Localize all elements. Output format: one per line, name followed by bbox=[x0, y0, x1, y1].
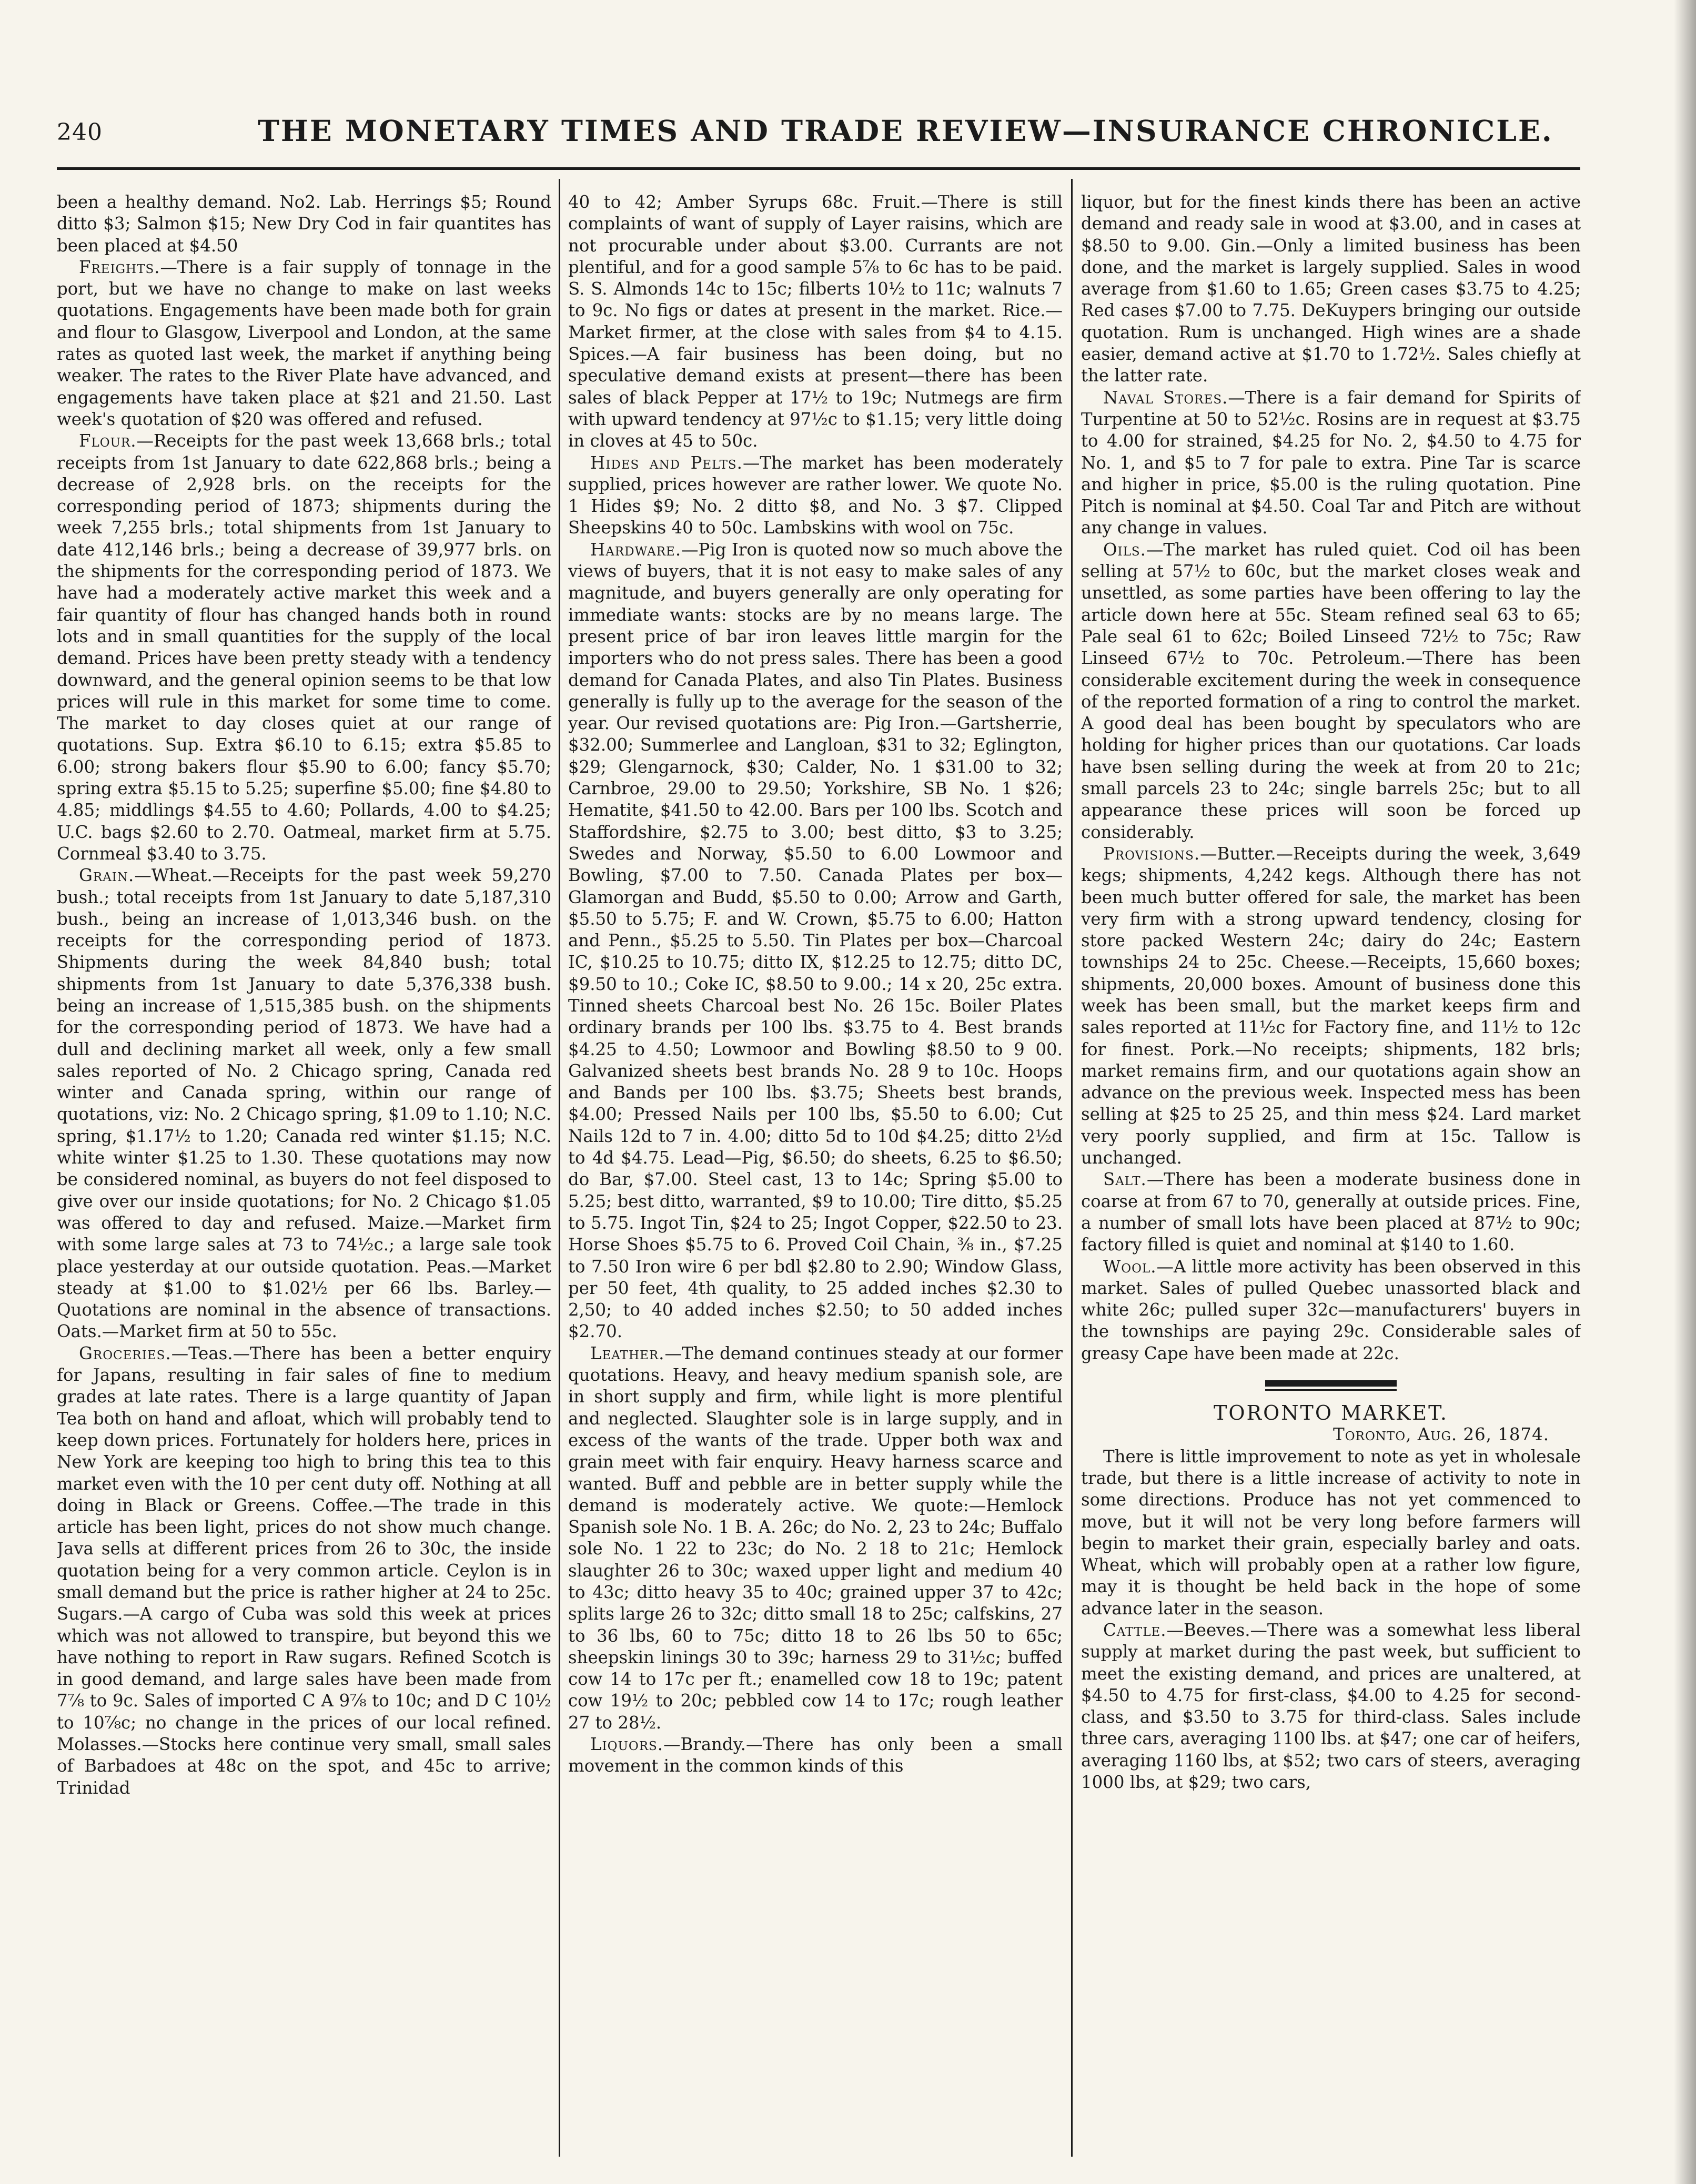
article-paragraph-hides bbox=[568, 452, 1063, 539]
article-paragraph-toronto: There is little improvement to note as yet in wholesale trade, but there is a little increase of activity to note in some directions. Produce has not yet commenced to move, but it will not be very long before farmers will begin to market their grain, especially barley and oats. Wheat, which will probably open at a rather low figure, may it is thought be held back in the hope of some advance later in the season. bbox=[1081, 1446, 1581, 1619]
paragraph-text: —There is a fair demand for Spirits of Turpentine at 50 to 52½c. Rosins are in request at $3.75 to 4.00 for strained, $4.25 for No. 2, $4.50 to 4.75 for No. 1, and $5 to 7 for pale to extra. Pine Tar is scarce and higher in price, $5.00 is the ruling quotation. Pine Pitch is nominal at $4.50. Coal Tar and Pitch are without any change in values. bbox=[1081, 387, 1581, 538]
page-binding-edge bbox=[1674, 0, 1696, 2184]
article-paragraph-leather bbox=[568, 1343, 1063, 1734]
separator-thick-rule bbox=[1265, 1380, 1397, 1387]
section-title-toronto-market: TORONTO MARKET. bbox=[1213, 1401, 1449, 1425]
section-head: Hides and Pelts. bbox=[590, 452, 743, 473]
article-paragraph-flour bbox=[57, 430, 551, 865]
column-divider-1 bbox=[559, 179, 560, 2157]
section-head: Provisions. bbox=[1103, 843, 1200, 864]
article-paragraph: been a healthy demand. No2. Lab. Herrings $5; Round ditto $3; Salmon $15; New Dry Cod in fair quantites has been placed at $4.50 bbox=[57, 192, 551, 256]
article-paragraph: 40 to 42; Amber Syrups 68c. Fruit.—There is still complaints of want of supply of Layer raisins, which are not procurable under about $3.00. Currants are not plentiful, and for a good sample 5⅞ to 6c has to be paid. S. S. Almonds 14c to 15c; filberts 10½ to 11c; walnuts 7 to 9c. No figs or dates at present in the market. Rice.—Market firmer, at the close with sales from $4 to 4.15. Spices.—A fair business has been doing, but no speculative demand exists at present—there has been sales of black Pepper at 17½ to 19c; Nutmegs are firm with upward tendency at 97½c to $1.15; very little doing in cloves at 45 to 50c. bbox=[568, 192, 1063, 451]
article-paragraph-naval-stores bbox=[1081, 387, 1581, 539]
column-1 bbox=[57, 191, 551, 2153]
header-rule bbox=[57, 167, 1580, 170]
paragraph-text: —The market has been moderately supplied, prices however are rather lower. We quote No. 1 Hides $9; No. 2 ditto $8, and No. 3 $7. Clipped Sheepskins 40 to 50c. Lambskins with wool on 75c. bbox=[568, 452, 1063, 538]
article-paragraph-hardware bbox=[568, 539, 1063, 1343]
column-3 bbox=[1081, 191, 1581, 2153]
section-head: Hardware. bbox=[590, 539, 682, 560]
section-head: Grain. bbox=[79, 865, 135, 886]
article-paragraph-salt bbox=[1081, 1169, 1581, 1256]
section-head: Cattle. bbox=[1103, 1620, 1167, 1640]
column-2 bbox=[568, 191, 1063, 2153]
paragraph-text: —Beeves.—There was a somewhat less liberal supply at market during the past week, but sufficient to meet the existing demand, and prices are unaltered, at $4.50 to 4.75 for first-class, $4.00 to 4.25 for second-class, and $3.50 to 3.75 for third-class. Sales include three cars, averaging 1100 lbs. at $47; one car of heifers, averaging 1160 lbs, at $52; two cars of steers, averaging 1000 lbs, at $29; two cars, bbox=[1081, 1620, 1581, 1793]
section-head: Naval Stores. bbox=[1103, 387, 1228, 408]
section-head: Oils. bbox=[1103, 539, 1146, 560]
article-paragraph-oils bbox=[1081, 539, 1581, 843]
article-paragraph-provisions bbox=[1081, 843, 1581, 1169]
article-paragraph: liquor, but for the finest kinds there has been an active demand and ready sale in wood at $3.00, and in cases at $8.50 to 9.00. Gin.—Only a limited business has been done, and the market is largely supplied. Sales in wood average from $1.60 to 1.65; Green cases $3.75 to 4.25; Red cases $7.00 to 7.75. DeKuypers bringing our outside quotation. Rum is unchanged. High wines are a shade easier, demand active at $1.70 to 1.72½. Sales chiefly at the latter rate. bbox=[1081, 192, 1581, 386]
article-paragraph-grain bbox=[57, 865, 551, 1343]
section-head: Freights. bbox=[79, 257, 160, 277]
section-head: Salt. bbox=[1103, 1169, 1147, 1190]
article-paragraph-liquors bbox=[568, 1734, 1063, 1777]
dateline: Toronto, Aug. 26, 1874. bbox=[1333, 1424, 1549, 1445]
section-head: Leather. bbox=[590, 1343, 665, 1363]
paragraph-text: —Teas.—There has been a better enquiry for Japans, resulting in fair sales of fine to medium grades at late rates. There is a large quantity of Japan Tea both on hand and afloat, which will probably tend to keep down prices. Fortunately for holders here, prices in New York are keeping too high to bring this tea to this market even with the 10 per cent duty off. Nothing at all doing in Black or Greens. Coffee.—The trade in this article has been light, prices do not show much change. Java sells at different prices from 26 to 30c, the inside quotation being for a very common article. Ceylon is in small demand but the price is rather higher at 24 to 25c. Sugars.—A cargo of Cuba was sold this week at prices which was not allowed to transpire, but beyond this we have nothing to report in Raw sugars. Refined Scotch is in good demand, and large sales have been made from 7⅞ to 9c. Sales of imported C A 9⅞ to 10c; and D C 10½ to 10⅞c; no change in the prices of our local refined. Molasses.—Stocks here continue very small, small sales of Barbadoes at 48c on the spot, and 45c to arrive; Trinidad bbox=[57, 1343, 551, 1798]
paragraph-text: —There is a fair supply of tonnage in the port, but we have no change to make on last weeks quotations. Engagements have been made both for grain and flour to Glasgow, Liverpool and London, at the same rates as quoted last week, the market if anything being weaker. The rates to the River Plate have advanced, and engagements have taken place at $21 and 21.50. Last week's quotation of $20 was offered and refused. bbox=[57, 257, 551, 429]
paragraph-text: —Butter.—Receipts during the week, 3,649 kegs; shipments, 4,242 kegs. Although there has not been much butter offered for sale, the market has been very firm with a strong upward tendency, closing for store packed Western 24c; dairy do 24c; Eastern townships 24 to 25c. Cheese.—Receipts, 15,660 boxes; shipments, 20,000 boxes. Amount of business done this week has been small, but the market keeps firm and sales reported at 11½c for Factory fine, and 11½ to 12c for finest. Pork.—No receipts; shipments, 182 brls; market remains firm, and our quotations again show an advance on the previous week. Inspected mess has been selling at $25 to 25 25, and thin mess $24. Lard market very poorly supplied, and firm at 15c. Tallow is unchanged. bbox=[1081, 843, 1581, 1168]
column-divider-2 bbox=[1071, 179, 1073, 2157]
section-head: Wool. bbox=[1103, 1256, 1157, 1277]
article-paragraph-wool bbox=[1081, 1256, 1581, 1364]
section-head: Flour. bbox=[79, 431, 137, 451]
section-head: Groceries. bbox=[79, 1343, 171, 1363]
paragraph-text: —Receipts for the past week 13,668 brls.; total receipts from 1st January to date 622,868 brls.; being a decrease of 2,928 brls. on the receipts for the corresponding period of 1873; shipments during the week 7,255 brls.; total shipments from 1st January to date 412,146 brls.; being a decrease of 39,977 brls. on the shipments for the corresponding period of 1873. We have had a moderately active market this week and a fair quantity of flour has changed hands both in round lots and in small quantities for the supply of the local demand. Prices have been pretty steady with a tendency downward, and the general opinion seems to be that low prices will rule in this market for some time to come. The market to day closes quiet at our range of quotations. Sup. Extra $6.10 to 6.15; extra $5.85 to 6.00; strong bakers flour $5.90 to 6.00; fancy $5.70; spring extra $5.15 to 5.25; superfine $5.00; fine $4.80 to 4.85; middlings $4.55 to 4.60; Pollards, 4.00 to $4.25; U.C. bags $2.60 to 2.70. Oatmeal, market firm at 5.75. Cornmeal $3.40 to 3.75. bbox=[57, 431, 551, 864]
paragraph-text: —Wheat.—Receipts for the past week 59,270 bush.; total receipts from 1st January to date 5,187,310 bush., being an increase of 1,013,346 bush. on the receipts for the corresponding period of 1873. Shipments during the week 84,840 bush; total shipments from 1st January to date 5,376,338 bush. being an increase of 1,515,385 bush. on the shipments for the corresponding period of 1873. We have had a dull and declining market all week, only a few small sales reported of No. 2 Chicago spring, Canada red winter and Canada spring, within our range of quotations, viz: No. 2 Chicago spring, $1.09 to 1.10; N.C. spring, $1.17½ to 1.20; Canada red winter $1.15; N.C. white winter $1.25 to 1.30. These quotations may now be considered nominal, as buyers do not feel disposed to give over our inside quotations; for No. 2 Chicago $1.05 was offered to day and refused. Maize.—Market firm with some large sales at 73 to 74½c.; a large sale took place yesterday at our outside quotation. Peas.—Market steady at $1.00 to $1.02½ per 66 lbs. Barley.—Quotations are nominal in the absence of transactions. Oats.—Market firm at 50 to 55c. bbox=[57, 865, 551, 1342]
paragraph-text: —The market has ruled quiet. Cod oil has been selling at 57½ to 60c, but the market closes weak and unsettled, as some parties have been offering to lay the article down here at 55c. Steam refined seal 63 to 65; Pale seal 61 to 62c; Boiled Linseed 72½ to 75c; Raw Linseed 67½ to 70c. Petroleum.—There has been considerable excitement during the week in consequence of the reported formation of a ring to control the market. A good deal has been bought by speculators who are holding for higher prices than our quotations. Car loads have bsen selling during the week at from 20 to 21c; small parcels 23 to 24c; single barrels 25c; but to all appearance these prices will soon be forced up considerably. bbox=[1081, 539, 1581, 842]
paragraph-text: —The demand continues steady at our former quotations. Heavy, and heavy medium spanish sole, are in short supply and firm, while light is more plentiful and neglected. Slaughter sole is in large supply, and in excess of the wants of the trade. Upper both wax and grain meet with fair enquiry. Heavy harness scarce and wanted. Buff and pebble are in better supply while the demand is moderately active. We quote:—Hemlock Spanish sole No. 1 B. A. 26c; do No. 2, 23 to 24c; Buffalo sole No. 1 22 to 23c; do No. 2 18 to 21c; Hemlock slaughter 26 to 30c; waxed upper light and medium 40 to 43c; ditto heavy 35 to 40c; grained upper 37 to 42c; splits large 26 to 32c; ditto small 18 to 25c; calfskins, 27 to 36 lbs, 60 to 75c; ditto 18 to 26 lbs 50 to 65c; sheepskin linings 30 to 39c; harness 29 to 31½c; buffed cow 14 to 17c per ft.; enamelled cow 18 to 19c; patent cow 19½ to 20c; pebbled cow 14 to 17c; rough leather 27 to 28½. bbox=[568, 1343, 1063, 1733]
paragraph-text: —Pig Iron is quoted now so much above the views of buyers, that it is not easy to make sales of any magnitude, and buyers generally are only operating for immediate wants: stocks are by no means large. The present price of bar iron leaves little margin for the importers who do not press sales. There has been a good demand for Canada Plates, and also Tin Plates. Business generally is fully up to the average for the season of the year. Our revised quotations are: Pig Iron.—Gartsherrie, $32.00; Summerlee and Langloan, $31 to 32; Eglington, $29; Glengarnock, $30; Calder, No. 1 $31.00 to 32; Carnbroe, 29.00 to 29.50; Yorkshire, SB No. 1 $26; Hematite, $41.50 to 42.00. Bars per 100 lbs. Scotch and Staffordshire, $2.75 to 3.00; best ditto, $3 to 3.25; Swedes and Norway, $5.50 to 6.00 Lowmoor and Bowling, $7.00 to 7.50. Canada Plates per box—Glamorgan and Budd, $5.50 to 0.00; Arrow and Garth, $5.50 to 5.75; F. and W. Crown, $5.75 to 6.00; Hatton and Penn., $5.25 to 5.50. Tin Plates per box—Charcoal IC, $10.25 to 10.75; ditto IX, $12.25 to 12.75; ditto DC, $9.50 to 10.; Coke IC, $8.50 to 9.00.; 14 x 20, 25c extra. Tinned sheets Charcoal best No. 26 15c. Boiler Plates ordinary brands per 100 lbs. $3.75 to 4. Best brands $4.25 to 4.50; Lowmoor and Bowling $8.50 to 9 00. Galvanized sheets best brands No. 28 9 to 10c. Hoops and Bands per 100 lbs. $3.75; Sheets best brands, $4.00; Pressed Nails per 100 lbs, $5.50 to 6.00; Cut Nails 12d to 7 in. 4.00; ditto 5d to 10d $4.25; ditto 2½d to 4d $4.75. Lead—Pig, $6.50; do sheets, 6.25 to $6.50; do Bar, $7.00. Steel cast, 13 to 14c; Spring $5.00 to 5.25; best ditto, warranted, $9 to 10.00; Tire ditto, $5.25 to 5.75. Ingot Tin, $24 to 25; Ingot Copper, $22.50 to 23. Horse Shoes $5.75 to 6. Proved Coil Chain, ⅜ in., $7.25 to 7.50 Iron wire 6 per bdl $2.80 to 2.90; Window Glass, per 50 feet, 4th quality, to 25 added inches $2.30 to 2,50; to 40 added inches $2.50; to 50 added inches $2.70. bbox=[568, 539, 1063, 1342]
separator-thin-rule bbox=[1265, 1389, 1397, 1391]
article-paragraph-cattle bbox=[1081, 1620, 1581, 1793]
paragraph-text: —There has been a moderate business done in coarse at from 67 to 70, generally at outside prices. Fine, a number of small lots have been placed at 87½ to 90c; factory filled is quiet and nominal at $140 to 1.60. bbox=[1081, 1169, 1581, 1255]
section-separator bbox=[1265, 1380, 1397, 1391]
paragraph-text: —Brandy.—There has only been a small movement in the common kinds of this bbox=[568, 1734, 1063, 1776]
article-paragraph-freights bbox=[57, 257, 551, 430]
section-head: Liquors. bbox=[590, 1734, 664, 1755]
running-head-title: THE MONETARY TIMES AND TRADE REVIEW—INSURANCE CHRONICLE. bbox=[258, 114, 1553, 148]
paragraph-text: —A little more activity has been observed in this market. Sales of pulled Quebec unassorted black and white 26c; pulled super 32c—manufacturers' buyers in the townships are paying 29c. Considerable sales of greasy Cape have been made at 22c. bbox=[1081, 1256, 1581, 1363]
page-number: 240 bbox=[57, 119, 103, 146]
article-paragraph-groceries bbox=[57, 1343, 551, 1799]
